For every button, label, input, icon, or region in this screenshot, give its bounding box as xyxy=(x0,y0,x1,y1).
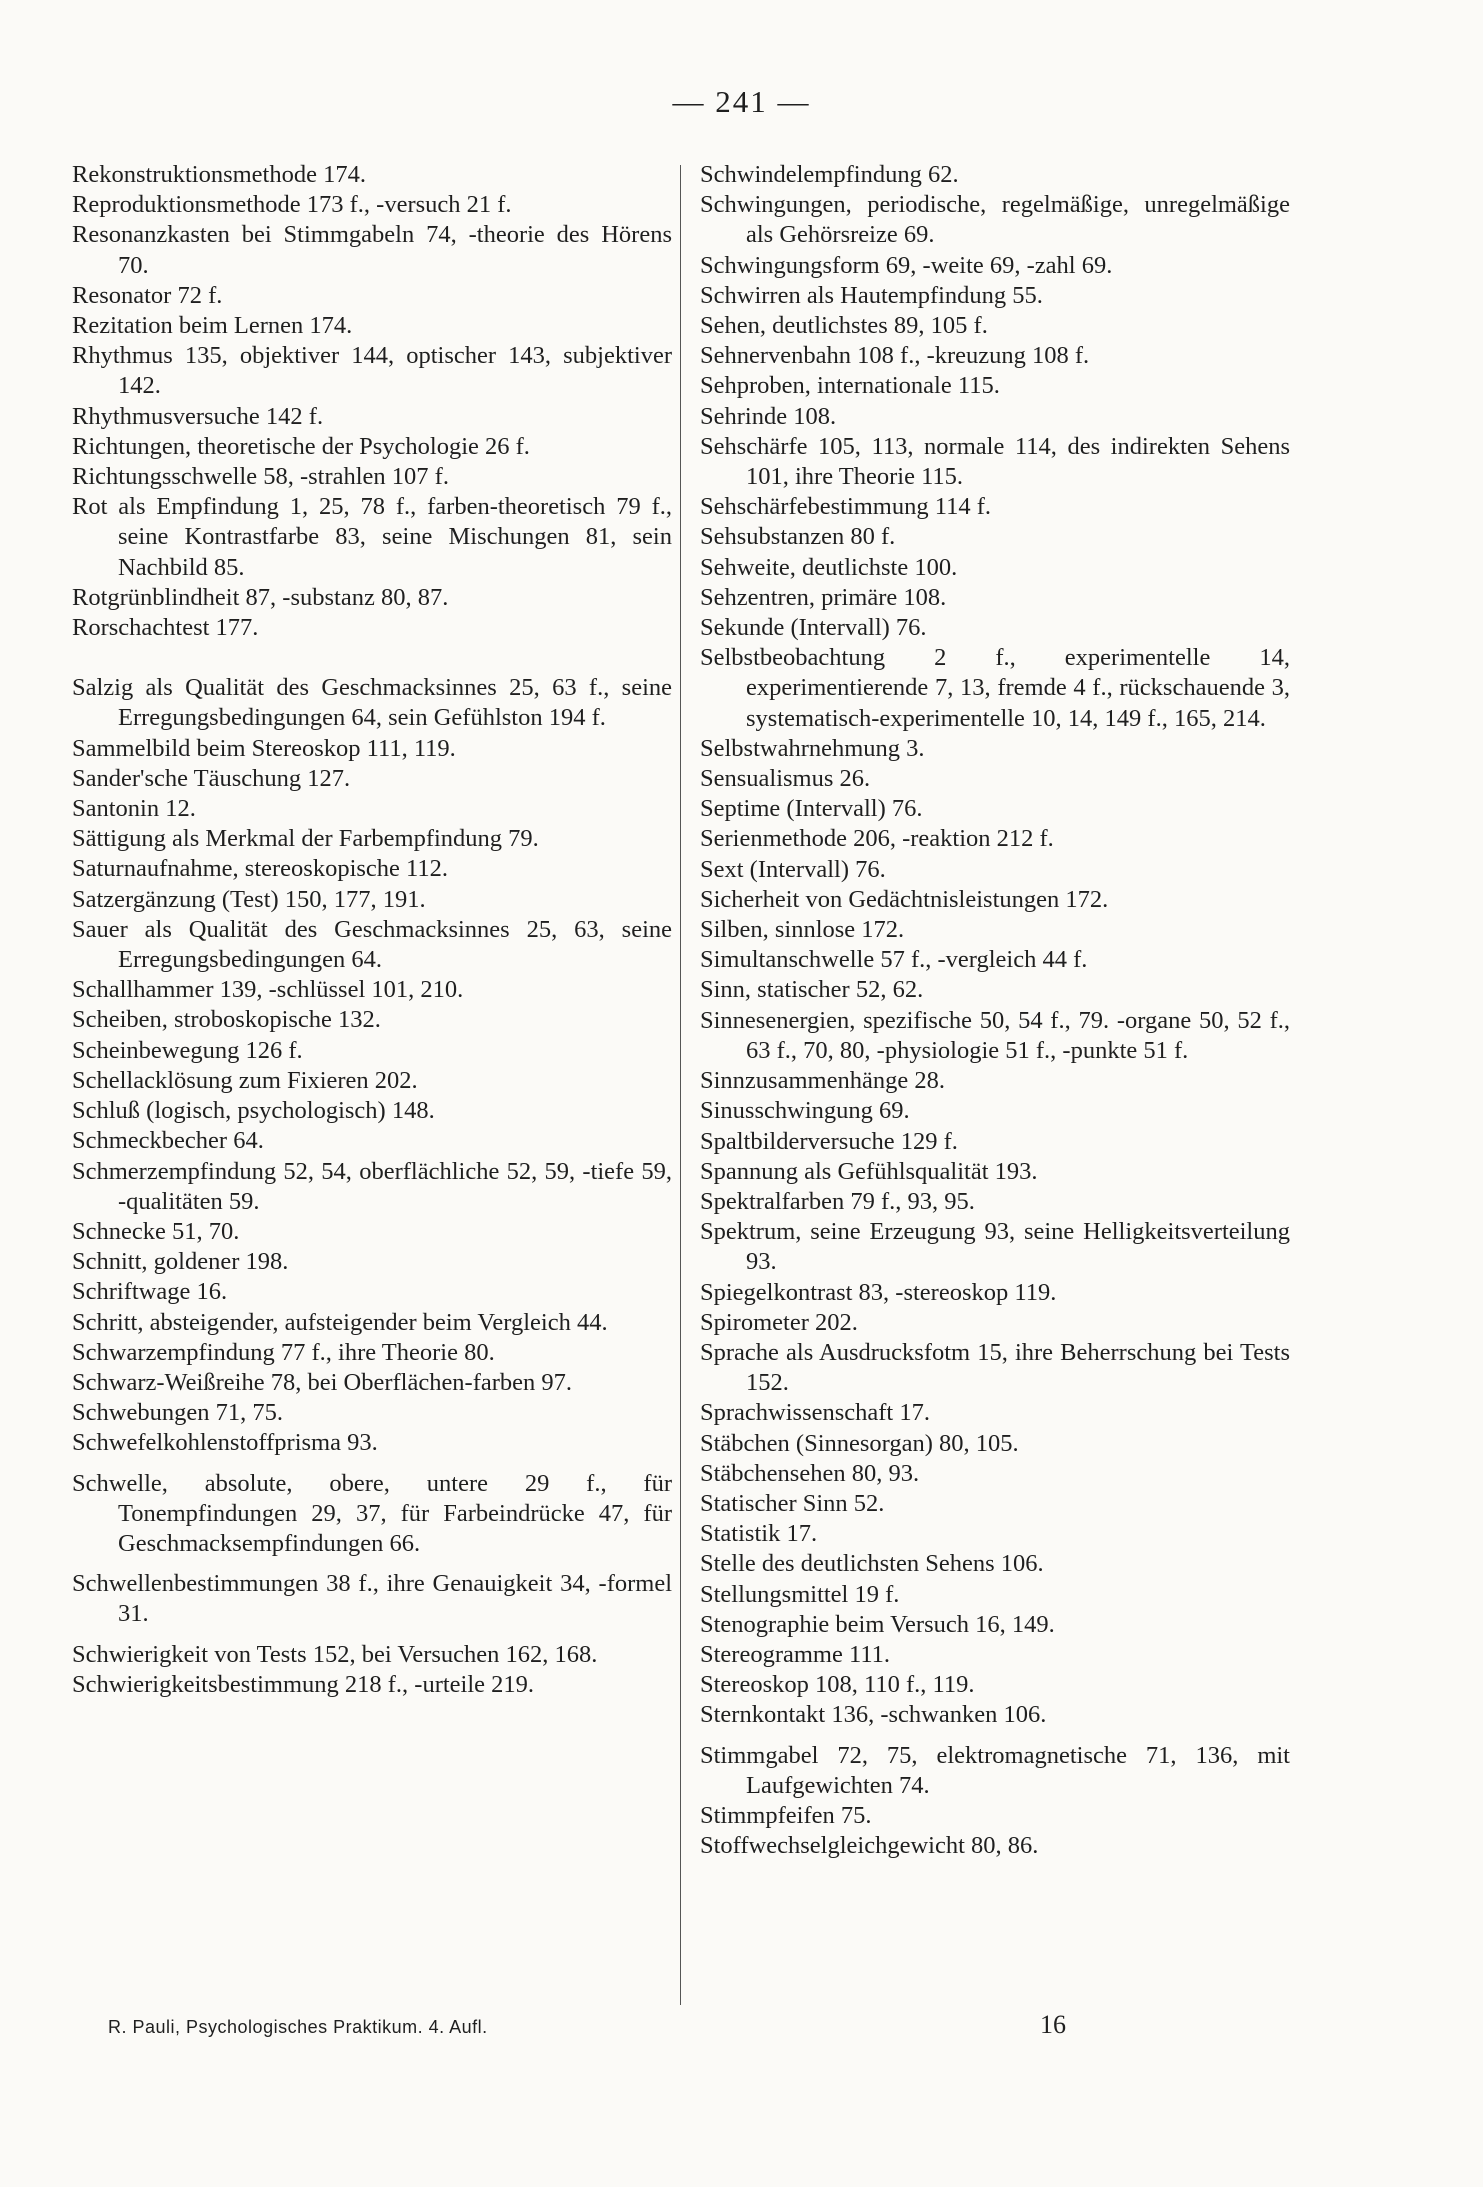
index-entry: Sinnesenergien, spezifische 50, 54 f., 79. -organe 50, 52 f., 63 f., 70, 80, -physiologie 51 f., -punkte 51 f. xyxy=(700,1006,1290,1064)
index-entry: Schwingungsform 69, -weite 69, -zahl 69. xyxy=(700,251,1113,279)
index-entry: Richtungsschwelle 58, -strahlen 107 f. xyxy=(72,463,449,491)
index-entry: Stoffwechselgleichgewicht 80, 86. xyxy=(700,1832,1039,1860)
index-entry: Schmeckbecher 64. xyxy=(72,1127,264,1155)
index-entry: Sinnzusammenhänge 28. xyxy=(700,1067,945,1095)
index-entry: Schallhammer 139, -schlüssel 101, 210. xyxy=(72,976,464,1004)
index-entry: Resonanzkasten bei Stimmgabeln 74, -theorie des Hörens 70. xyxy=(72,221,672,279)
index-entry: Saturnaufnahme, stereoskopische 112. xyxy=(72,855,449,883)
index-entry: Spiegelkontrast 83, -stereoskop 119. xyxy=(700,1278,1057,1306)
index-entry: Schwirren als Hautempfindung 55. xyxy=(700,281,1043,309)
index-entry: Scheinbewegung 126 f. xyxy=(72,1036,303,1064)
index-entry: Sauer als Qualität des Geschmacksinnes 25, 63, seine Erregungsbedingungen 64. xyxy=(72,915,672,974)
index-entry: Rhythmusversuche 142 f. xyxy=(72,402,324,430)
index-column-left xyxy=(72,160,672,1700)
index-entry: Sehschärfe 105, 113, normale 114, des indirekten Sehens 101, ihre Theorie 115. xyxy=(700,432,1290,491)
index-entry: Resonator 72 f. xyxy=(72,281,223,309)
index-entry: Sehweite, deutlichste 100. xyxy=(700,553,958,581)
index-entry: Schwarzempfindung 77 f., ihre Theorie 80. xyxy=(72,1338,495,1366)
index-entry: Rezitation beim Lernen 174. xyxy=(72,312,353,340)
index-entry: Sensualismus 26. xyxy=(700,765,871,793)
index-entry: Schnecke 51, 70. xyxy=(72,1217,240,1245)
index-entry: Scheiben, stroboskopische 132. xyxy=(72,1006,381,1034)
index-entry: Schwefelkohlenstoffprisma 93. xyxy=(72,1429,378,1457)
index-entry: Schnitt, goldener 198. xyxy=(72,1248,289,1276)
index-entry: Stimmpfeifen 75. xyxy=(700,1801,872,1829)
index-entry: Statistik 17. xyxy=(700,1520,818,1548)
index-entry: Stellungsmittel 19 f. xyxy=(700,1580,900,1608)
index-entry: Sehnervenbahn 108 f., -kreuzung 108 f. xyxy=(700,342,1090,370)
index-entry: Selbstwahrnehmung 3. xyxy=(700,734,925,762)
index-entry: Stereoskop 108, 110 f., 119. xyxy=(700,1671,975,1699)
index-entry: Stereogramme 111. xyxy=(700,1640,891,1668)
index-entry: Selbstbeobachtung 2 f., experimentelle 14, experimentierende 7, 13, fremde 4 f., rückschauende 3, systematisch-experimentelle 10, 14, 149 f., 165, 214. xyxy=(700,644,1290,732)
index-entry: Sext (Intervall) 76. xyxy=(700,855,886,883)
index-entry: Schwingungen, periodische, regelmäßige, unregelmäßige als Gehörsreize 69. xyxy=(700,191,1290,249)
index-entry: Santonin 12. xyxy=(72,795,196,823)
index-entry: Spirometer 202. xyxy=(700,1308,858,1336)
index-entry: Schwindelempfindung 62. xyxy=(700,161,959,188)
index-entry: Schwierigkeit von Tests 152, bei Versuchen 162, 168. xyxy=(72,1640,598,1668)
index-entry: Rot als Empfindung 1, 25, 78 f., farben-theoretisch 79 f., seine Kontrastfarbe 83, seine Mischungen 81, sein Nachbild 85. xyxy=(72,493,672,581)
index-entry: Sinusschwingung 69. xyxy=(700,1097,910,1125)
index-entry: Sehschärfebestimmung 114 f. xyxy=(700,493,991,521)
index-entry: Sprache als Ausdrucksfotm 15, ihre Beherrschung bei Tests 152. xyxy=(700,1338,1290,1397)
index-entry: Sehsubstanzen 80 f. xyxy=(700,523,896,551)
index-entry: Rotgrünblindheit 87, -substanz 80, 87. xyxy=(72,583,449,611)
index-entry: Spektrum, seine Erzeugung 93, seine Helligkeitsverteilung 93. xyxy=(700,1218,1290,1276)
index-entry: Sprachwissenschaft 17. xyxy=(700,1399,930,1427)
index-entry: Schwebungen 71, 75. xyxy=(72,1399,283,1427)
index-entry: Statischer Sinn 52. xyxy=(700,1489,885,1517)
index-entry: Stäbchen (Sinnesorgan) 80, 105. xyxy=(700,1429,1019,1457)
index-entry: Schritt, absteigender, aufsteigender beim Vergleich 44. xyxy=(72,1308,608,1336)
index-entry: Salzig als Qualität des Geschmacksinnes 25, 63 f., seine Erregungsbedingungen 64, sein Gefühlston 194 f. xyxy=(72,674,672,732)
column-divider xyxy=(680,165,681,2005)
index-entry: Sehzentren, primäre 108. xyxy=(700,583,947,611)
signature-mark: 16 xyxy=(1040,2010,1066,2039)
index-column-right xyxy=(700,160,1290,1861)
index-entry: Rekonstruktionsmethode 174. xyxy=(72,161,366,188)
index-entry: Schwarz-Weißreihe 78, bei Oberflächen-farben 97. xyxy=(72,1368,573,1396)
index-entry: Spaltbilderversuche 129 f. xyxy=(700,1127,958,1155)
index-entry: Stäbchensehen 80, 93. xyxy=(700,1459,920,1487)
index-entry: Sternkontakt 136, -schwanken 106. xyxy=(700,1701,1047,1729)
index-entry: Stimmgabel 72, 75, elektromagnetische 71, 136, mit Laufgewichten 74. xyxy=(700,1741,1290,1799)
index-entry: Schmerzempfindung 52, 54, oberflächliche 52, 59, -tiefe 59, -qualitäten 59. xyxy=(72,1157,672,1215)
index-entry: Rhythmus 135, objektiver 144, optischer 143, subjektiver 142. xyxy=(72,342,672,400)
index-entry: Sehen, deutlichstes 89, 105 f. xyxy=(700,312,988,340)
index-entry: Reproduktionsmethode 173 f., -versuch 21 f. xyxy=(72,191,512,219)
index-entry: Satzergänzung (Test) 150, 177, 191. xyxy=(72,885,426,913)
index-entry: Sammelbild beim Stereoskop 111, 119. xyxy=(72,734,456,762)
footer-credit: R. Pauli, Psychologisches Praktikum. 4. Aufl. xyxy=(108,2017,488,2037)
index-entry: Sehrinde 108. xyxy=(700,402,837,430)
index-entry: Spannung als Gefühlsqualität 193. xyxy=(700,1157,1038,1185)
index-entry: Schwellenbestimmungen 38 f., ihre Genauigkeit 34, -formel 31. xyxy=(72,1570,672,1628)
index-entry: Sicherheit von Gedächtnisleistungen 172. xyxy=(700,885,1109,913)
index-entry: Serienmethode 206, -reaktion 212 f. xyxy=(700,825,1054,853)
index-entry: Sekunde (Intervall) 76. xyxy=(700,614,927,642)
index-entry: Schriftwage 16. xyxy=(72,1278,228,1306)
index-entry: Sehproben, internationale 115. xyxy=(700,372,1000,400)
index-entry: Stelle des deutlichsten Sehens 106. xyxy=(700,1550,1044,1578)
index-entry: Schwierigkeitsbestimmung 218 f., -urteile 219. xyxy=(72,1670,535,1698)
index-entry: Rorschachtest 177. xyxy=(72,614,259,642)
index-entry: Stenographie beim Versuch 16, 149. xyxy=(700,1610,1055,1638)
index-entry: Sättigung als Merkmal der Farbempfindung 79. xyxy=(72,825,539,853)
index-entry: Richtungen, theoretische der Psychologie 26 f. xyxy=(72,432,530,460)
index-entry: Simultanschwelle 57 f., -vergleich 44 f. xyxy=(700,946,1088,974)
index-entry: Schellacklösung zum Fixieren 202. xyxy=(72,1066,418,1094)
index-entry: Septime (Intervall) 76. xyxy=(700,795,923,823)
index-entry: Sinn, statischer 52, 62. xyxy=(700,976,924,1004)
index-entry: Schluß (logisch, psychologisch) 148. xyxy=(72,1097,435,1125)
index-entry: Sander'sche Täuschung 127. xyxy=(72,764,351,792)
page-number: — 241 — xyxy=(672,84,811,119)
index-entry: Silben, sinnlose 172. xyxy=(700,916,905,944)
index-entry: Spektralfarben 79 f., 93, 95. xyxy=(700,1187,975,1215)
index-entry: Schwelle, absolute, obere, untere 29 f., für Tonempfindungen 29, 37, für Farbeindrücke 47, für Geschmacksempfindungen 66. xyxy=(72,1469,672,1557)
